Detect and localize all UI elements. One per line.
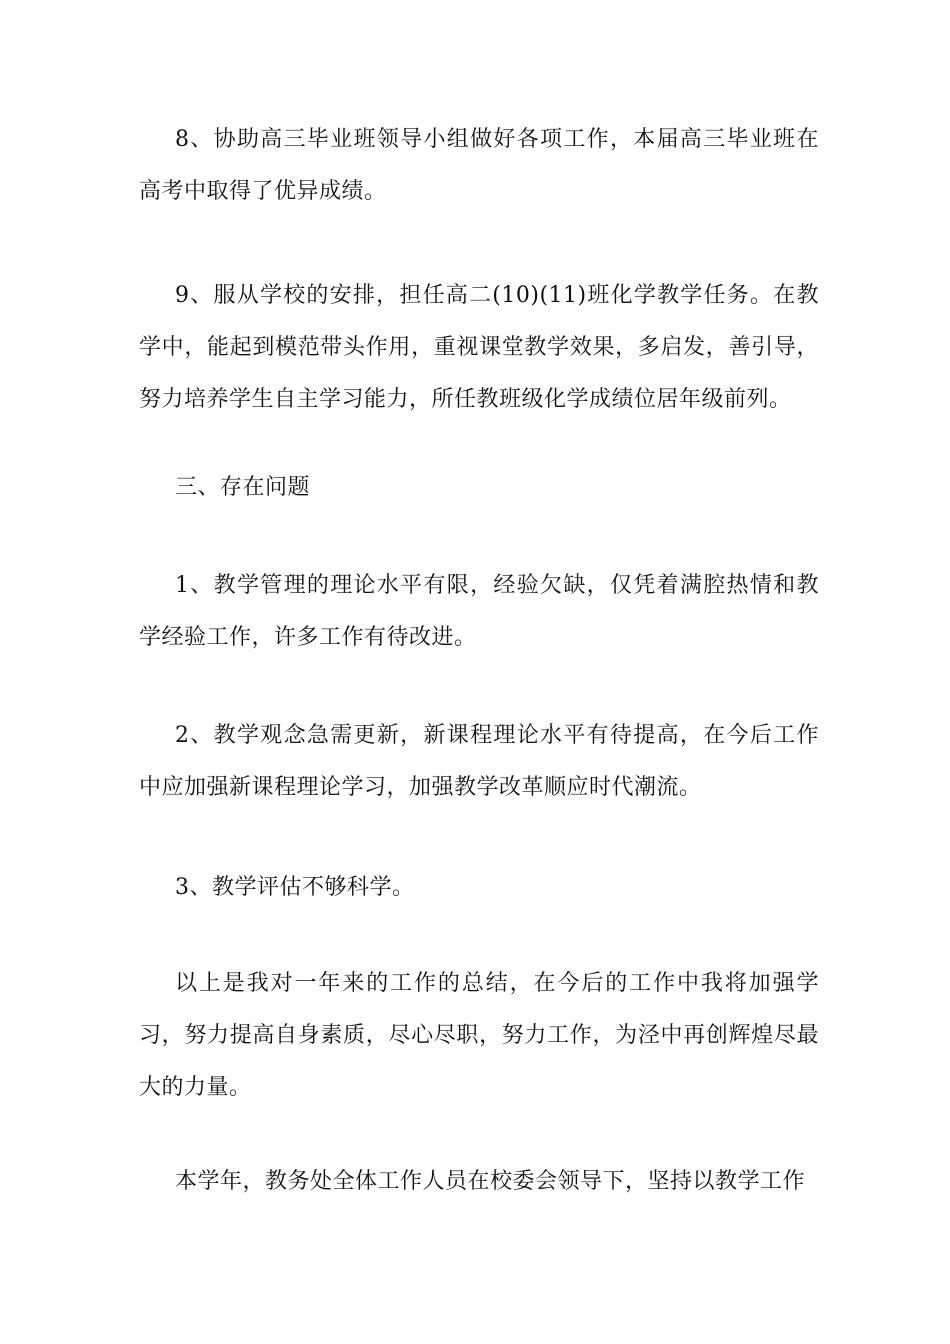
paragraph-problem-3: 3、教学评估不够科学。 bbox=[175, 875, 415, 900]
paragraph-problem-2: 2、教学观念急需更新，新课程理论水平有待提高，在今后工作中应加强新课程理论学习，加强教学改革顺应时代潮流。 bbox=[139, 723, 819, 800]
paragraph-item-8: 8、协助高三毕业班领导小组做好各项工作，本届高三毕业班在高考中取得了优异成绩。 bbox=[139, 127, 819, 204]
paragraph-item-9: 9、服从学校的安排，担任高二(10)(11)班化学教学任务。在教学中，能起到模范带头作用，重视课堂教学效果，多启发，善引导，努力培养学生自主学习能力，所任教班级化学成绩位居年级前列。 bbox=[139, 283, 819, 412]
paragraph-next-section: 本学年，教务处全体工作人员在校委会领导下，坚持以教学工作 bbox=[175, 1169, 806, 1194]
paragraph-problem-1: 1、教学管理的理论水平有限，经验欠缺，仅凭着满腔热情和教学经验工作，许多工作有待改进。 bbox=[139, 573, 819, 650]
section-heading-problems: 三、存在问题 bbox=[175, 475, 311, 500]
paragraph-summary: 以上是我对一年来的工作的总结，在今后的工作中我将加强学习，努力提高自身素质，尽心尽职，努力工作，为泾中再创辉煌尽最大的力量。 bbox=[139, 971, 819, 1100]
